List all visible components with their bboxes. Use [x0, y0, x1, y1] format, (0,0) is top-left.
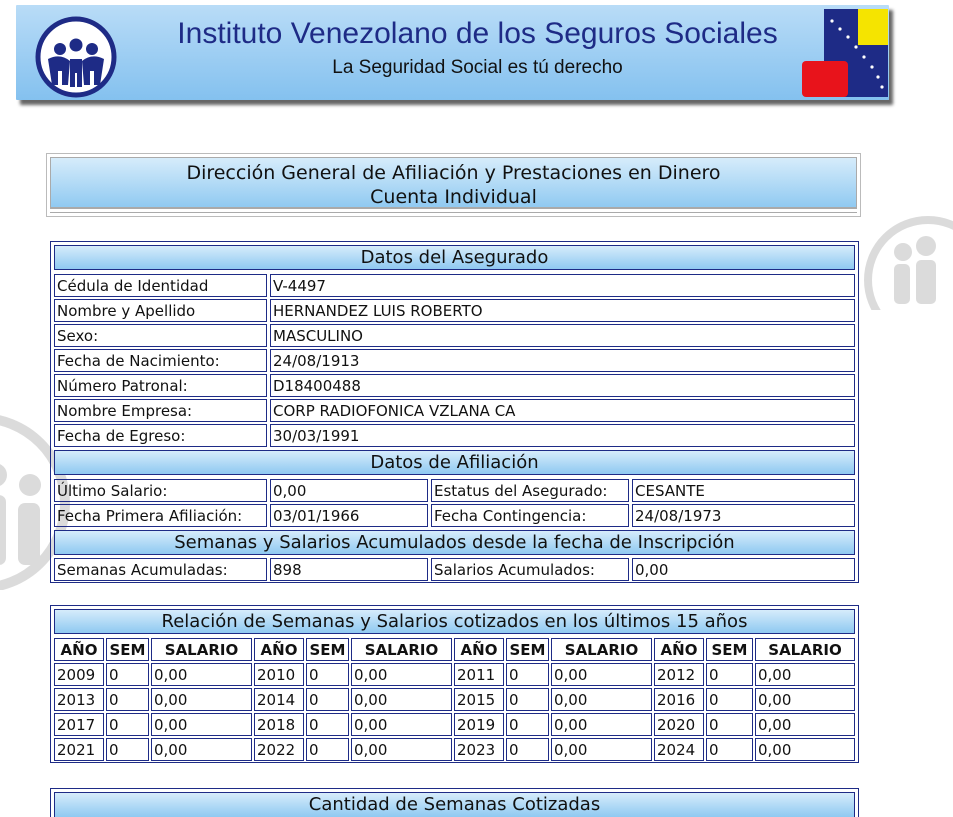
table-cell-ano: 2021 [54, 738, 104, 761]
col-header-ano: AÑO [454, 638, 504, 661]
asegurado-label: Nombre Empresa: [54, 399, 267, 422]
col-header-sem: SEM [706, 638, 753, 661]
afiliacion-value: 24/08/1973 [632, 504, 855, 527]
table-cell-salario: 0,00 [755, 713, 855, 736]
table-cell-sem: 0 [106, 713, 149, 736]
datos-asegurado-title: Datos del Asegurado [54, 245, 855, 270]
table-cell-sem: 0 [706, 663, 753, 686]
table-cell-ano: 2010 [254, 663, 304, 686]
asegurado-value: MASCULINO [270, 324, 855, 347]
table-cell-ano: 2015 [454, 688, 504, 711]
asegurado-label: Fecha de Nacimiento: [54, 349, 267, 372]
table-cell-salario: 0,00 [351, 713, 452, 736]
salarios-acumulados-value: 0,00 [632, 558, 855, 581]
table-cell-salario: 0,00 [755, 688, 855, 711]
table-cell-salario: 0,00 [351, 688, 452, 711]
direccion-header [46, 153, 861, 217]
col-header-ano: AÑO [654, 638, 704, 661]
table-cell-ano: 2018 [254, 713, 304, 736]
asegurado-value: 24/08/1913 [270, 349, 855, 372]
afiliacion-label: Estatus del Asegurado: [431, 479, 629, 502]
asegurado-value: D18400488 [270, 374, 855, 397]
asegurado-label: Número Patronal: [54, 374, 267, 397]
col-header-sem: SEM [306, 638, 349, 661]
asegurado-value: 30/03/1991 [270, 424, 855, 447]
table-cell-ano: 2009 [54, 663, 104, 686]
table-cell-salario: 0,00 [551, 663, 652, 686]
table-cell-salario: 0,00 [551, 713, 652, 736]
afiliacion-value: 0,00 [270, 479, 428, 502]
banner-subtitle: La Seguridad Social es tú derecho [332, 57, 623, 78]
table-cell-ano: 2017 [54, 713, 104, 736]
table-cell-sem: 0 [106, 688, 149, 711]
venezuela-flag-icon [802, 9, 888, 97]
table-cell-salario: 0,00 [351, 738, 452, 761]
semanas-acumuladas-label: Semanas Acumuladas: [54, 558, 267, 581]
table-cell-sem: 0 [506, 713, 549, 736]
asegurado-label: Nombre y Apellido [54, 299, 267, 322]
salarios-acumulados-label: Salarios Acumulados: [431, 558, 629, 581]
table-cell-sem: 0 [506, 688, 549, 711]
ivss-banner [16, 5, 889, 100]
col-header-sem: SEM [506, 638, 549, 661]
table-cell-sem: 0 [106, 738, 149, 761]
acumulados-title: Semanas y Salarios Acumulados desde la fecha de Inscripción [54, 530, 855, 555]
table-cell-sem: 0 [306, 738, 349, 761]
col-header-ano: AÑO [54, 638, 104, 661]
table-cell-sem: 0 [306, 663, 349, 686]
col-header-salario: SALARIO [151, 638, 252, 661]
semanas-acumuladas-value: 898 [270, 558, 428, 581]
table-cell-sem: 0 [506, 738, 549, 761]
table-cell-sem: 0 [706, 688, 753, 711]
col-header-ano: AÑO [254, 638, 304, 661]
table-cell-ano: 2014 [254, 688, 304, 711]
relacion-title: Relación de Semanas y Salarios cotizados en los últimos 15 años [54, 609, 855, 634]
cotizadas-title: Cantidad de Semanas Cotizadas [54, 792, 855, 817]
table-cell-ano: 2016 [654, 688, 704, 711]
header-line-1: Dirección General de Afiliación y Prestaciones en Dinero [186, 162, 721, 184]
afiliacion-value: 03/01/1966 [270, 504, 428, 527]
table-cell-ano: 2022 [254, 738, 304, 761]
table-cell-salario: 0,00 [151, 663, 252, 686]
table-cell-ano: 2012 [654, 663, 704, 686]
table-cell-sem: 0 [706, 713, 753, 736]
table-cell-ano: 2020 [654, 713, 704, 736]
col-header-salario: SALARIO [755, 638, 855, 661]
ivss-watermark-icon [858, 210, 953, 310]
afiliacion-label: Último Salario: [54, 479, 267, 502]
asegurado-value: V-4497 [270, 274, 855, 297]
asegurado-value: HERNANDEZ LUIS ROBERTO [270, 299, 855, 322]
table-cell-sem: 0 [306, 713, 349, 736]
table-cell-sem: 0 [706, 738, 753, 761]
table-cell-salario: 0,00 [755, 738, 855, 761]
table-cell-sem: 0 [506, 663, 549, 686]
table-cell-ano: 2023 [454, 738, 504, 761]
datos-afiliacion-title: Datos de Afiliación [54, 450, 855, 475]
afiliacion-label: Fecha Primera Afiliación: [54, 504, 267, 527]
table-cell-ano: 2019 [454, 713, 504, 736]
table-cell-sem: 0 [106, 663, 149, 686]
asegurado-value: CORP RADIOFONICA VZLANA CA [270, 399, 855, 422]
col-header-salario: SALARIO [351, 638, 452, 661]
afiliacion-label: Fecha Contingencia: [431, 504, 629, 527]
table-cell-salario: 0,00 [551, 688, 652, 711]
table-cell-salario: 0,00 [755, 663, 855, 686]
asegurado-label: Fecha de Egreso: [54, 424, 267, 447]
col-header-salario: SALARIO [551, 638, 652, 661]
table-cell-ano: 2024 [654, 738, 704, 761]
table-cell-salario: 0,00 [551, 738, 652, 761]
table-cell-salario: 0,00 [151, 688, 252, 711]
header-line-2: Cuenta Individual [370, 186, 537, 208]
banner-title: Instituto Venezolano de los Seguros Sociales [177, 17, 778, 50]
table-cell-ano: 2013 [54, 688, 104, 711]
asegurado-label: Sexo: [54, 324, 267, 347]
afiliacion-value: CESANTE [632, 479, 855, 502]
asegurado-label: Cédula de Identidad [54, 274, 267, 297]
col-header-sem: SEM [106, 638, 149, 661]
table-cell-salario: 0,00 [151, 738, 252, 761]
table-cell-salario: 0,00 [151, 713, 252, 736]
table-cell-ano: 2011 [454, 663, 504, 686]
table-cell-salario: 0,00 [351, 663, 452, 686]
table-cell-sem: 0 [306, 688, 349, 711]
